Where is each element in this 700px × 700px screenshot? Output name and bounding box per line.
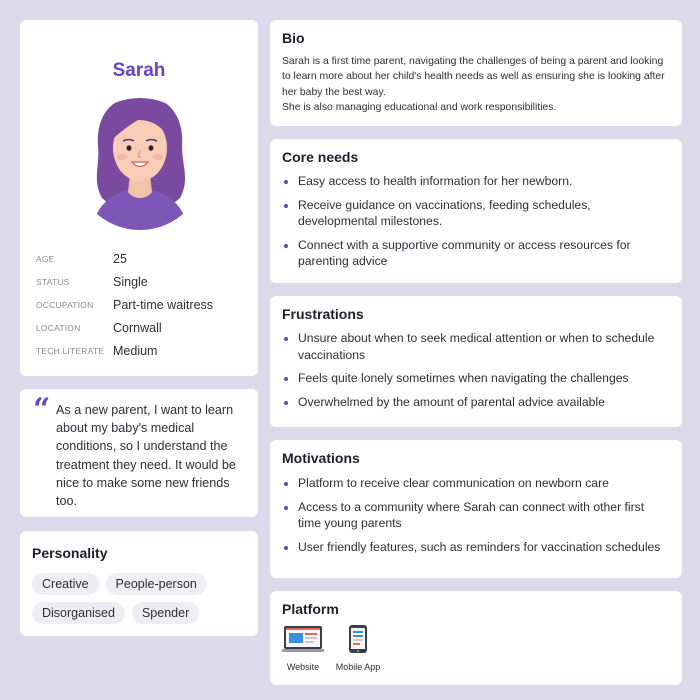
attribute-list — [36, 247, 246, 362]
motivations-title: Motivations — [282, 450, 360, 466]
motivations-card — [270, 440, 682, 578]
quote-card — [20, 389, 258, 517]
frustrations-list — [284, 330, 668, 417]
list-item-text: Overwhelmed by the amount of parental advice available — [298, 394, 605, 409]
list-item-text: User friendly features, such as reminders for vaccination schedules — [298, 539, 661, 554]
list-item — [284, 237, 668, 270]
bullet-icon — [284, 546, 288, 550]
bullet-icon — [284, 180, 288, 184]
bullet-icon — [284, 506, 288, 510]
mobile-app-icon — [347, 625, 369, 653]
attribute-value: Single — [113, 274, 148, 289]
list-item — [284, 499, 668, 532]
core-needs-card — [270, 139, 682, 283]
attribute-value: 25 — [113, 251, 127, 266]
attribute-row-age — [36, 247, 246, 270]
profile-card — [20, 20, 258, 376]
personality-tag: People-person — [106, 573, 207, 595]
list-item — [284, 173, 668, 190]
bullet-icon — [284, 377, 288, 381]
attribute-value: Medium — [113, 343, 158, 358]
bullet-icon — [284, 204, 288, 208]
attribute-value: Part-time waitress — [113, 297, 214, 312]
attribute-label: LOCATION — [36, 322, 81, 333]
list-item-text: Unsure about when to seek medical attention or when to schedule vaccinations — [298, 331, 655, 362]
list-item — [284, 330, 668, 363]
platform-title: Platform — [282, 601, 339, 617]
list-item-text: Platform to receive clear communication on newborn care — [298, 476, 609, 490]
attribute-label: STATUS — [36, 276, 70, 287]
list-item — [284, 197, 668, 230]
bullet-icon — [284, 244, 288, 248]
attribute-row-occupation — [36, 293, 246, 316]
website-icon — [282, 625, 324, 653]
list-item-text: Connect with a supportive community or access resources for parenting advice — [298, 237, 631, 269]
attribute-row-tech-literate — [36, 339, 246, 362]
bio-paragraph: Sarah is a first time parent, navigating the challenges of being a parent and looking to learn more about her child's health needs as well as ensuring she is looking after her baby the best way. — [282, 56, 665, 98]
attribute-label: TECH LITERATE — [36, 345, 105, 356]
personality-tag: Disorganised — [32, 602, 125, 624]
bullet-icon — [284, 401, 288, 405]
list-item-text: Feels quite lonely sometimes when navigating the challenges — [298, 371, 629, 386]
attribute-row-location — [36, 316, 246, 339]
list-item — [284, 370, 668, 387]
frustrations-title: Frustrations — [282, 306, 364, 322]
list-item-text: Access to a community where Sarah can connect with other first time young parents — [298, 499, 645, 531]
list-item-text: Receive guidance on vaccinations, feeding schedules, developmental milestones. — [298, 197, 591, 229]
bio-paragraph: She is also managing educational and work responsibilities. — [282, 102, 557, 114]
attribute-label: AGE — [36, 253, 55, 264]
attribute-label: OCCUPATION — [36, 299, 94, 310]
core-needs-list — [284, 173, 668, 277]
avatar — [78, 82, 202, 232]
list-item — [284, 539, 668, 556]
motivations-list — [284, 475, 668, 562]
quote-text: As a new parent, I want to learn about my baby's medical conditions, so I understand the treatment they need. It would be nice to make some new friends too. — [56, 403, 236, 509]
persona-name: Sarah — [112, 60, 166, 81]
attribute-value: Cornwall — [113, 320, 162, 335]
quote-icon: “ — [33, 392, 51, 427]
personality-tag: Spender — [132, 602, 199, 624]
bio-text — [282, 54, 674, 116]
list-item — [284, 475, 668, 492]
bullet-icon — [284, 482, 288, 486]
bio-card — [270, 20, 682, 126]
list-item-text: Easy access to health information for her newborn. — [298, 174, 573, 188]
platform-item-website — [282, 625, 324, 672]
personality-tag: Creative — [32, 573, 99, 595]
platform-item-mobile-app — [332, 625, 384, 672]
core-needs-title: Core needs — [282, 149, 359, 165]
platform-card — [270, 591, 682, 685]
personality-title: Personality — [32, 545, 108, 561]
bullet-icon — [284, 337, 288, 341]
personality-tags — [32, 573, 252, 631]
list-item — [284, 394, 668, 411]
frustrations-card — [270, 296, 682, 427]
personality-card — [20, 531, 258, 636]
attribute-row-status — [36, 270, 246, 293]
bio-title: Bio — [282, 30, 305, 46]
platform-label: Website — [286, 662, 320, 672]
platform-label: Mobile App — [335, 662, 381, 672]
